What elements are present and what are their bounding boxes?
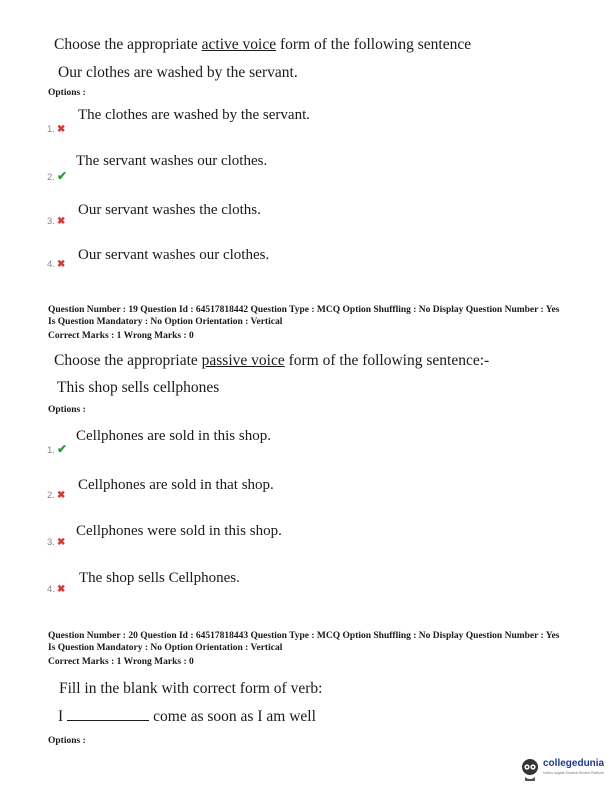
q19-option-3-number bbox=[47, 537, 65, 548]
q19-options-label: Options : bbox=[48, 405, 86, 415]
q19-prompt-underlined: passive voice bbox=[201, 352, 285, 369]
q18-option-1-index: 1. bbox=[47, 124, 55, 135]
q19-marks: Correct Marks : 1 Wrong Marks : 0 bbox=[48, 331, 194, 341]
q18-option-4-number bbox=[47, 259, 65, 270]
q20-options-label: Options : bbox=[48, 736, 86, 746]
cross-icon: ✖ bbox=[56, 537, 66, 548]
q19-option-1-index: 1. bbox=[47, 445, 55, 456]
q19-prompt-after: form of the following sentence:- bbox=[284, 352, 490, 369]
q19-option-4-index: 4. bbox=[47, 584, 55, 595]
logo-mascot-icon bbox=[519, 757, 541, 781]
q20-sentence-after: come as soon as I am well bbox=[153, 708, 316, 725]
q18-prompt-underlined: active voice bbox=[201, 36, 277, 53]
q19-sentence: This shop sells cellphones bbox=[57, 379, 220, 396]
logo-name: collegedunia bbox=[543, 758, 605, 769]
q18-option-4-text: Our servant washes our clothes. bbox=[78, 247, 270, 263]
cross-icon: ✖ bbox=[56, 584, 66, 595]
q19-prompt-before: Choose the appropriate bbox=[54, 352, 202, 369]
q19-option-2-number bbox=[47, 490, 65, 501]
cross-icon: ✖ bbox=[56, 124, 66, 135]
q18-prompt-after: form of the following sentence bbox=[276, 36, 472, 53]
cross-icon: ✖ bbox=[56, 259, 66, 270]
q19-option-4-number bbox=[47, 584, 65, 595]
q18-sentence: Our clothes are washed by the servant. bbox=[58, 64, 298, 81]
q19-meta: Question Number : 19 Question Id : 64517818442 Question Type : MCQ Option Shuffling : No Display Question Number : Yes Is Question Mandatory : No Option Orientation : Vertical bbox=[48, 305, 560, 327]
cross-icon: ✖ bbox=[56, 490, 66, 501]
q18-option-2-number bbox=[47, 169, 67, 183]
q18-option-4-index: 4. bbox=[47, 259, 55, 270]
q18-option-2-index: 2. bbox=[47, 172, 55, 183]
q18-prompt-before: Choose the appropriate bbox=[54, 36, 202, 53]
q19-option-1-number bbox=[47, 442, 67, 456]
q19-option-1-text: Cellphones are sold in this shop. bbox=[76, 428, 271, 444]
cross-icon: ✖ bbox=[56, 216, 66, 227]
q20-sentence-before: I bbox=[58, 708, 64, 725]
collegedunia-logo bbox=[519, 755, 607, 783]
q18-option-3-text: Our servant washes the cloths. bbox=[78, 202, 261, 218]
logo-tagline: India's largest Student Review Platform bbox=[543, 771, 604, 775]
q19-option-3-index: 3. bbox=[47, 537, 55, 548]
q18-option-1-number bbox=[47, 124, 65, 135]
q18-options-label: Options : bbox=[48, 88, 86, 98]
q19-option-4-text: The shop sells Cellphones. bbox=[79, 570, 240, 586]
q20-prompt: Fill in the blank with correct form of verb: bbox=[59, 680, 323, 697]
q20-sentence bbox=[58, 707, 316, 726]
fill-blank bbox=[67, 707, 149, 721]
q19-option-2-text: Cellphones are sold in that shop. bbox=[78, 477, 274, 493]
q18-option-3-number bbox=[47, 216, 65, 227]
q18-prompt bbox=[54, 36, 471, 54]
q20-marks: Correct Marks : 1 Wrong Marks : 0 bbox=[48, 657, 194, 667]
q18-option-3-index: 3. bbox=[47, 216, 55, 227]
q19-prompt bbox=[54, 352, 489, 370]
q19-option-2-index: 2. bbox=[47, 490, 55, 501]
q18-option-1-text: The clothes are washed by the servant. bbox=[78, 107, 310, 123]
checkmark-icon: ✔ bbox=[56, 169, 67, 183]
checkmark-icon: ✔ bbox=[56, 442, 67, 456]
q19-option-3-text: Cellphones were sold in this shop. bbox=[76, 523, 282, 539]
q20-meta: Question Number : 20 Question Id : 64517818443 Question Type : MCQ Option Shuffling : No Display Question Number : Yes Is Question Mandatory : No Option Orientation : Vertical bbox=[48, 631, 560, 653]
q18-option-2-text: The servant washes our clothes. bbox=[76, 153, 268, 169]
